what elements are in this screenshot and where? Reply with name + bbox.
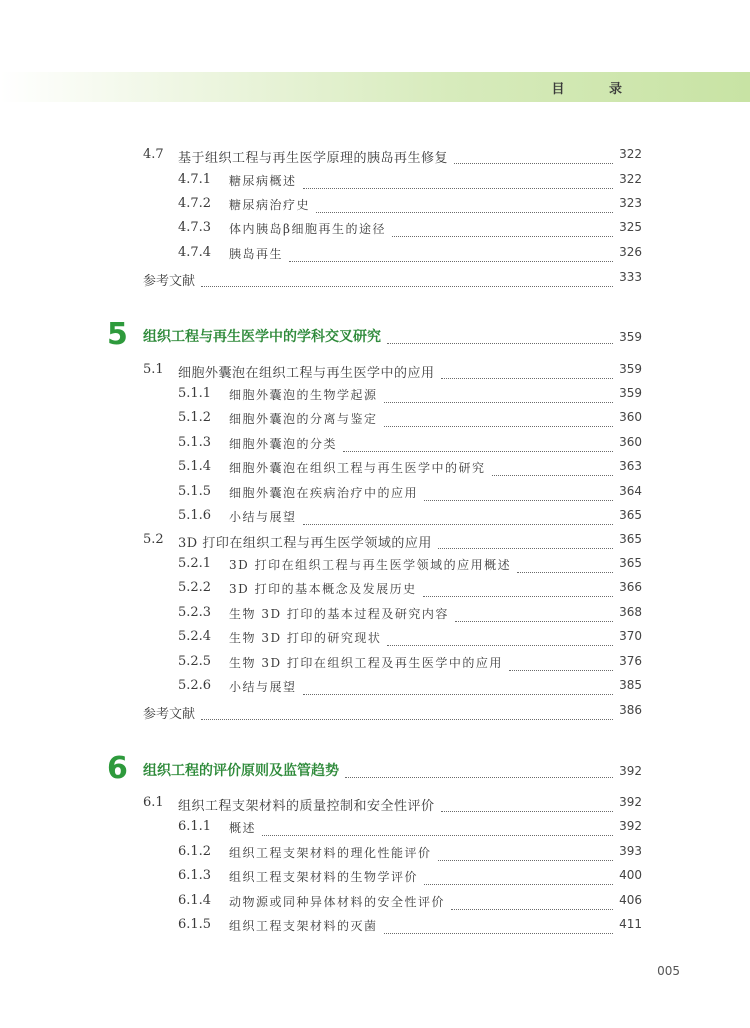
dot-leader (455, 605, 613, 622)
dot-leader (424, 484, 613, 501)
page-ref: 325 (619, 220, 642, 234)
toc-section-4-7[interactable] (0, 147, 750, 167)
subsection-title: 糖尿病治疗史 (229, 198, 311, 212)
toc-subsection-4-7-1[interactable] (0, 172, 750, 192)
section-number: 5.1 (143, 362, 164, 377)
dot-leader (303, 172, 614, 189)
page-ref: 365 (619, 556, 642, 570)
subsection-number: 6.1.5 (178, 917, 212, 932)
page-ref: 364 (619, 484, 642, 498)
dot-leader (423, 580, 614, 597)
toc-subsection-5-2-5[interactable] (0, 654, 750, 674)
subsection-number: 5.1.1 (178, 386, 212, 401)
dot-leader (441, 795, 614, 812)
toc-subsection-5-1-2[interactable] (0, 410, 750, 430)
subsection-title: 生物 3D 打印的基本过程及研究内容 (229, 607, 449, 621)
section-title: 组织工程支架材料的质量控制和安全性评价 (178, 799, 435, 814)
dot-leader (438, 844, 614, 861)
toc-references-4[interactable] (0, 270, 750, 290)
dot-leader (201, 703, 613, 720)
dot-leader (441, 362, 614, 379)
subsection-number: 6.1.4 (178, 893, 212, 908)
page-ref: 333 (619, 270, 642, 284)
references-title: 参考文献 (143, 274, 196, 289)
page-ref: 400 (619, 868, 642, 882)
toc-subsection-6-1-1[interactable] (0, 819, 750, 839)
dot-leader (303, 508, 614, 525)
subsection-title: 细胞外囊泡的分离与鉴定 (229, 412, 378, 426)
dot-leader (387, 326, 613, 344)
subsection-title: 细胞外囊泡的分类 (229, 437, 338, 451)
page-ref: 393 (619, 844, 642, 858)
subsection-number: 5.1.2 (178, 410, 212, 425)
references-title: 参考文献 (143, 707, 196, 722)
subsection-number: 5.2.2 (178, 580, 212, 595)
header-title: 目 录 (551, 82, 642, 97)
subsection-title: 小结与展望 (229, 510, 297, 524)
dot-leader (387, 629, 613, 646)
toc-subsection-5-2-4[interactable] (0, 629, 750, 649)
section-title: 细胞外囊泡在组织工程与再生医学中的应用 (178, 366, 435, 381)
page-ref: 359 (619, 386, 642, 400)
subsection-number: 6.1.1 (178, 819, 212, 834)
page-ref: 392 (619, 819, 642, 833)
chapter-number: 6 (107, 751, 128, 786)
subsection-title: 3D 打印在组织工程与再生医学领域的应用概述 (229, 558, 512, 572)
dot-leader (343, 435, 613, 452)
section-number: 5.2 (143, 532, 164, 547)
toc-subsection-5-1-3[interactable] (0, 435, 750, 455)
subsection-number: 5.2.6 (178, 678, 212, 693)
subsection-number: 5.1.4 (178, 459, 212, 474)
chapter-number: 5 (107, 317, 128, 352)
dot-leader (454, 147, 613, 164)
toc-subsection-5-1-5[interactable] (0, 484, 750, 504)
subsection-number: 5.2.3 (178, 605, 212, 620)
subsection-title: 组织工程支架材料的生物学评价 (229, 870, 419, 884)
toc-section-6-1[interactable] (0, 795, 750, 815)
page-ref: 366 (619, 580, 642, 594)
toc-subsection-4-7-4[interactable] (0, 245, 750, 265)
subsection-title: 组织工程支架材料的理化性能评价 (229, 846, 432, 860)
toc-subsection-5-2-2[interactable] (0, 580, 750, 600)
page-ref: 368 (619, 605, 642, 619)
page-ref: 360 (619, 410, 642, 424)
toc-chapter-5[interactable] (0, 318, 750, 352)
dot-leader (384, 917, 614, 934)
dot-leader (303, 678, 614, 695)
section-number: 6.1 (143, 795, 164, 810)
toc-references-5[interactable] (0, 703, 750, 723)
dot-leader (384, 386, 614, 403)
toc-subsection-6-1-4[interactable] (0, 893, 750, 913)
subsection-title: 组织工程支架材料的灭菌 (229, 919, 378, 933)
toc-subsection-5-2-1[interactable] (0, 556, 750, 576)
dot-leader (509, 654, 613, 671)
subsection-title: 细胞外囊泡在疾病治疗中的应用 (229, 486, 419, 500)
page-number: 005 (657, 964, 680, 978)
dot-leader (392, 220, 613, 237)
subsection-title: 生物 3D 打印的研究现状 (229, 631, 382, 645)
subsection-title: 糖尿病概述 (229, 174, 297, 188)
dot-leader (451, 893, 613, 910)
section-number: 4.7 (143, 147, 164, 162)
toc-subsection-6-1-2[interactable] (0, 844, 750, 864)
page-ref: 365 (619, 532, 642, 546)
dot-leader (345, 760, 613, 778)
subsection-number: 4.7.3 (178, 220, 212, 235)
subsection-title: 细胞外囊泡的生物学起源 (229, 388, 378, 402)
subsection-number: 5.1.3 (178, 435, 212, 450)
page-ref: 359 (619, 362, 642, 376)
page-ref: 386 (619, 703, 642, 717)
subsection-number: 6.1.3 (178, 868, 212, 883)
subsection-number: 4.7.2 (178, 196, 212, 211)
page-ref: 363 (619, 459, 642, 473)
dot-leader (289, 245, 613, 262)
dot-leader (424, 868, 613, 885)
subsection-number: 5.1.6 (178, 508, 212, 523)
subsection-title: 胰岛再生 (229, 247, 284, 261)
toc-subsection-5-2-6[interactable] (0, 678, 750, 698)
subsection-title: 生物 3D 打印在组织工程及再生医学中的应用 (229, 656, 503, 670)
toc-subsection-5-2-3[interactable] (0, 605, 750, 625)
toc-chapter-6[interactable] (0, 752, 750, 786)
page-ref: 322 (619, 172, 642, 186)
page-ref: 322 (619, 147, 642, 161)
toc-subsection-5-1-6[interactable] (0, 508, 750, 528)
dot-leader (438, 532, 613, 549)
toc-subsection-5-1-1[interactable] (0, 386, 750, 406)
section-title: 基于组织工程与再生医学原理的胰岛再生修复 (178, 151, 449, 166)
page-ref: 411 (619, 917, 642, 931)
page-ref: 326 (619, 245, 642, 259)
subsection-number: 5.2.1 (178, 556, 212, 571)
subsection-title: 细胞外囊泡在组织工程与再生医学中的研究 (229, 461, 486, 475)
page-ref: 392 (619, 764, 642, 778)
subsection-number: 4.7.4 (178, 245, 212, 260)
dot-leader (517, 556, 613, 573)
page-ref: 406 (619, 893, 642, 907)
page-ref: 359 (619, 330, 642, 344)
chapter-title: 组织工程与再生医学中的学科交叉研究 (143, 329, 381, 345)
subsection-number: 5.1.5 (178, 484, 212, 499)
subsection-title: 3D 打印的基本概念及发展历史 (229, 582, 417, 596)
subsection-title: 动物源或同种异体材料的安全性评价 (229, 895, 446, 909)
subsection-number: 5.2.5 (178, 654, 212, 669)
page-ref: 392 (619, 795, 642, 809)
toc-section-5-2[interactable] (0, 532, 750, 552)
dot-leader (262, 819, 613, 836)
subsection-number: 4.7.1 (178, 172, 212, 187)
subsection-title: 小结与展望 (229, 680, 297, 694)
page-ref: 385 (619, 678, 642, 692)
toc-subsection-5-1-4[interactable] (0, 459, 750, 479)
dot-leader (201, 270, 613, 287)
page-ref: 360 (619, 435, 642, 449)
subsection-number: 5.2.4 (178, 629, 212, 644)
page-ref: 376 (619, 654, 642, 668)
page-ref: 365 (619, 508, 642, 522)
toc-section-5-1[interactable] (0, 362, 750, 382)
chapter-title: 组织工程的评价原则及监管趋势 (143, 763, 339, 779)
dot-leader (492, 459, 614, 476)
toc-subsection-6-1-3[interactable] (0, 868, 750, 888)
page-ref: 370 (619, 629, 642, 643)
toc-subsection-4-7-2[interactable] (0, 196, 750, 216)
subsection-title: 概述 (229, 821, 257, 835)
toc-subsection-6-1-5[interactable] (0, 917, 750, 937)
section-title: 3D 打印在组织工程与再生医学领域的应用 (178, 536, 432, 551)
subsection-number: 6.1.2 (178, 844, 212, 859)
subsection-title: 体内胰岛β细胞再生的途径 (229, 222, 386, 236)
page-ref: 323 (619, 196, 642, 210)
dot-leader (316, 196, 613, 213)
toc-subsection-4-7-3[interactable] (0, 220, 750, 240)
dot-leader (384, 410, 614, 427)
